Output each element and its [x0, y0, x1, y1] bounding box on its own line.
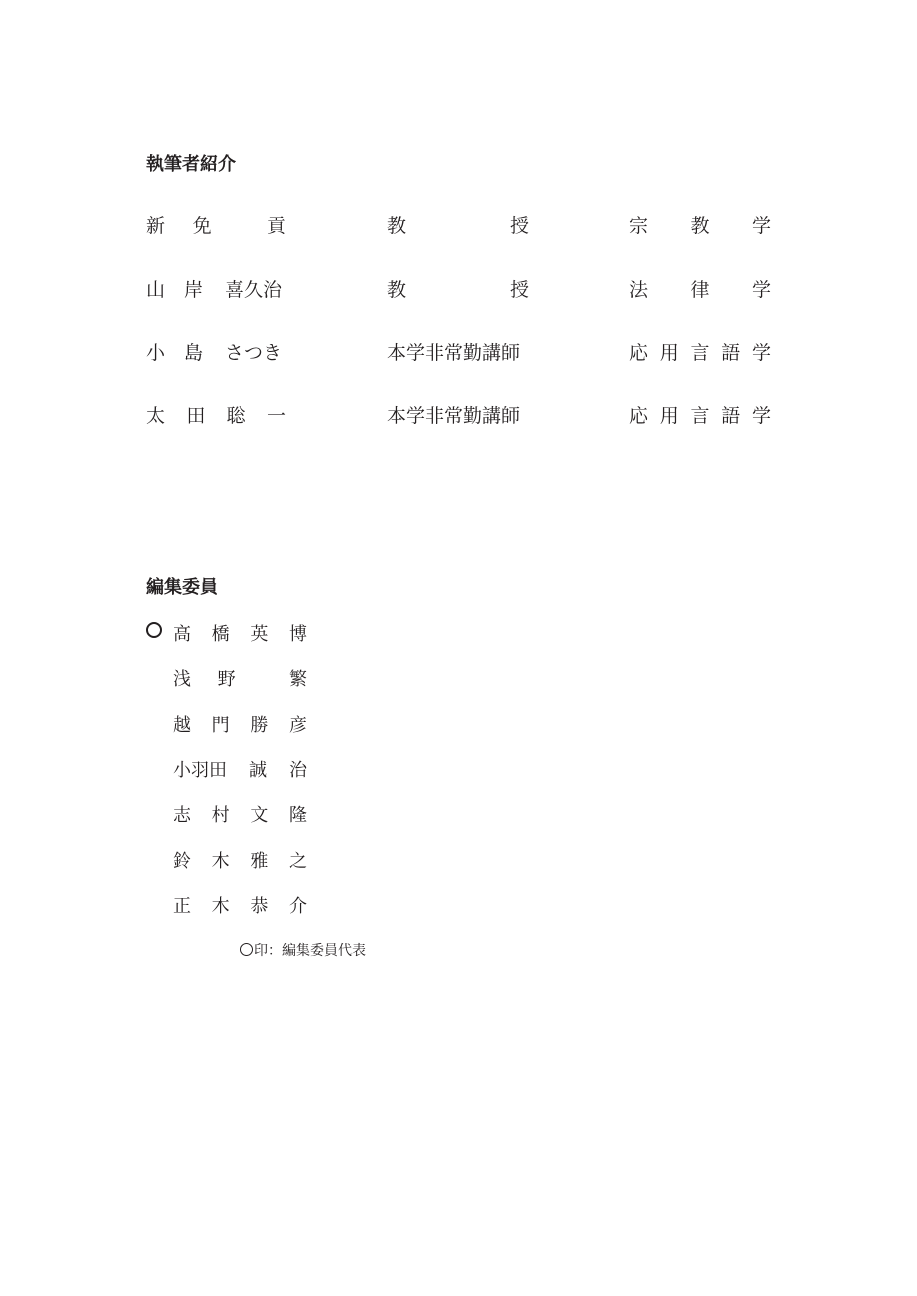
author-field [629, 211, 771, 238]
editor-name-part: 恭 [250, 895, 269, 917]
author-field [629, 275, 771, 302]
author-name-part: 小 [146, 342, 166, 364]
author-title-part: 教 [387, 279, 407, 301]
editor-name-part: 浅 [173, 669, 191, 691]
author-field-part: 学 [751, 405, 771, 427]
author-field-part: 学 [751, 279, 771, 301]
editor-name-part: 木 [211, 850, 230, 872]
editor-name-part: 高 [173, 624, 191, 645]
author-name-part: 喜久治 [225, 279, 283, 301]
author-field-part: 法 [629, 279, 649, 301]
editor-row [0, 665, 917, 689]
circle-mark-icon [240, 943, 253, 956]
author-name-part: 山 [146, 279, 166, 301]
editors-heading: 編集委員 [146, 577, 218, 598]
author-field-part: 学 [751, 215, 771, 237]
author-title-part: 教 [387, 215, 407, 237]
editor-name-part: 介 [288, 895, 307, 917]
editor-name-part: 之 [288, 850, 307, 872]
author-title-part: 授 [509, 215, 529, 237]
editor-name-part: 橋 [211, 624, 230, 645]
author-title [387, 275, 529, 302]
editor-name-part: 門 [211, 714, 230, 736]
editor-name [173, 620, 307, 646]
author-name-part: 聡 [226, 405, 246, 427]
editor-row [0, 892, 917, 916]
editor-row [0, 847, 917, 871]
editor-name-part: 小羽田 [173, 759, 227, 781]
author-field-part: 応 [629, 342, 649, 364]
editor-name-part: 勝 [250, 714, 269, 736]
author-name [146, 211, 286, 238]
editor-name-part: 誠 [249, 759, 267, 781]
author-name-part: 田 [186, 405, 206, 427]
author-field [629, 338, 771, 365]
editor-name-part: 繁 [288, 669, 307, 691]
editor-name [173, 756, 307, 782]
author-field-part: 律 [690, 279, 710, 301]
author-field-part: 学 [751, 342, 771, 364]
editor-name-part: 鈴 [173, 850, 191, 872]
editor-name-part: 隆 [288, 805, 307, 827]
editor-row [0, 756, 917, 780]
author-name-part: 岸 [184, 279, 204, 301]
author-field-part: 用 [659, 405, 679, 427]
editor-name-part: 雅 [250, 850, 269, 872]
authors-heading: 執筆者紹介 [146, 154, 236, 175]
author-name-part: 島 [184, 342, 204, 364]
author-field-part: 宗 [629, 215, 649, 237]
author-field-part: 用 [659, 342, 679, 364]
editor-name [173, 711, 307, 737]
editor-name-part: 越 [173, 714, 191, 736]
author-name-part: 免 [192, 215, 212, 237]
editor-name-part: 正 [173, 895, 191, 917]
author-title [387, 338, 529, 365]
author-field-part: 教 [690, 215, 710, 237]
editor-row [0, 801, 917, 825]
editor-name-part: 木 [211, 895, 230, 917]
editor-name [173, 847, 307, 873]
author-name-part: 太 [146, 405, 166, 427]
editor-name-part: 治 [289, 759, 307, 781]
editor-note [240, 940, 366, 960]
editor-name-part: 野 [217, 669, 236, 691]
circle-mark-icon [146, 622, 162, 638]
author-field-part: 言 [690, 342, 710, 364]
author-name-part: 貢 [266, 215, 286, 237]
editor-name-part: 村 [211, 805, 230, 827]
editor-row [0, 711, 917, 735]
author-field-part: 語 [721, 342, 741, 364]
note-text: 印：編集委員代表 [254, 943, 366, 959]
author-row [0, 338, 917, 364]
editor-row [0, 620, 917, 644]
author-name [146, 338, 286, 365]
author-title [387, 401, 529, 428]
editor-name-part: 文 [250, 805, 269, 827]
author-field-part: 語 [721, 405, 741, 427]
editor-name [173, 801, 307, 827]
author-name-part: さつき [225, 342, 283, 364]
editor-name-part: 彦 [288, 714, 307, 736]
author-title-part: 本学非常勤講師 [387, 342, 521, 364]
author-name [146, 401, 286, 428]
author-name [146, 275, 286, 302]
author-field-part: 言 [690, 405, 710, 427]
author-field-part: 応 [629, 405, 649, 427]
author-title [387, 211, 529, 238]
editor-name-part: 英 [250, 624, 269, 645]
editor-name-part: 博 [288, 624, 307, 645]
author-title-part: 授 [509, 279, 529, 301]
author-field [629, 401, 771, 428]
author-row [0, 401, 917, 427]
author-title-part: 本学非常勤講師 [387, 405, 521, 427]
editor-name [173, 892, 307, 918]
author-row [0, 275, 917, 301]
author-name-part: 新 [146, 215, 166, 237]
editor-name-part: 志 [173, 805, 191, 827]
author-row [0, 211, 917, 237]
editor-name [173, 665, 307, 691]
author-name-part: 一 [266, 405, 286, 427]
